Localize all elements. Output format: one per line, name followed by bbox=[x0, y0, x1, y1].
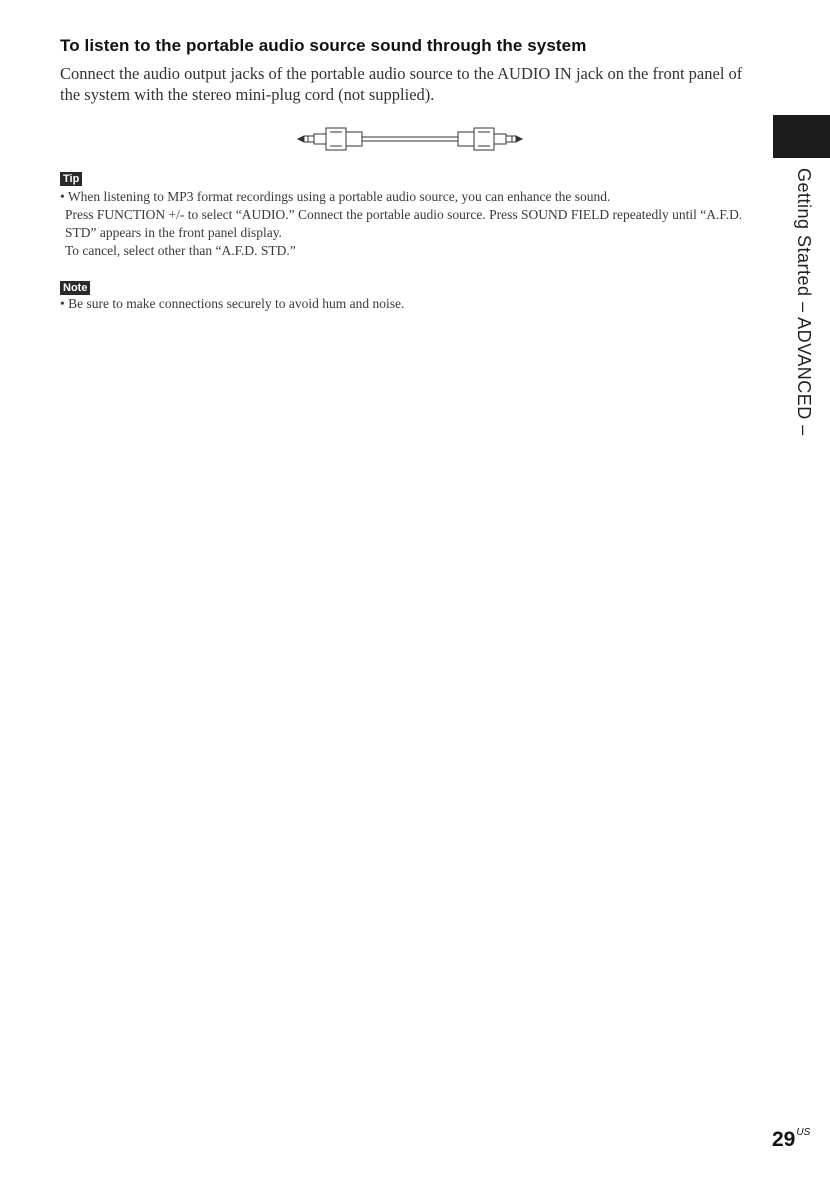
note-text: • Be sure to make connections securely to avoid hum and noise. bbox=[60, 296, 405, 311]
page-region-suffix: US bbox=[796, 1127, 811, 1138]
stereo-mini-plug-cord-icon bbox=[296, 126, 524, 152]
tip-line: To cancel, select other than “A.F.D. STD.” bbox=[65, 243, 296, 258]
section-tab-marker bbox=[773, 115, 830, 158]
page-number-value: 29 bbox=[772, 1128, 796, 1151]
section-tab-label: Getting Started – ADVANCED – bbox=[794, 168, 814, 436]
tip-section bbox=[60, 188, 760, 260]
tip-badge: Tip bbox=[60, 172, 82, 186]
note-badge: Note bbox=[60, 281, 90, 295]
tip-line: • When listening to MP3 format recordings using a portable audio source, you can enhance the sound. bbox=[60, 189, 611, 204]
intro-paragraph: Connect the audio output jacks of the portable audio source to the AUDIO IN jack on the front panel of the system with the stereo mini-plug cord (not supplied). bbox=[60, 64, 743, 104]
page-number bbox=[772, 1128, 810, 1152]
tip-line: Press FUNCTION +/- to select “AUDIO.” Connect the portable audio source. Press SOUND FIELD repeatedly until “A.F.D. STD” appears in the front panel display. bbox=[65, 207, 743, 240]
section-heading: To listen to the portable audio source sound through the system bbox=[60, 36, 587, 55]
